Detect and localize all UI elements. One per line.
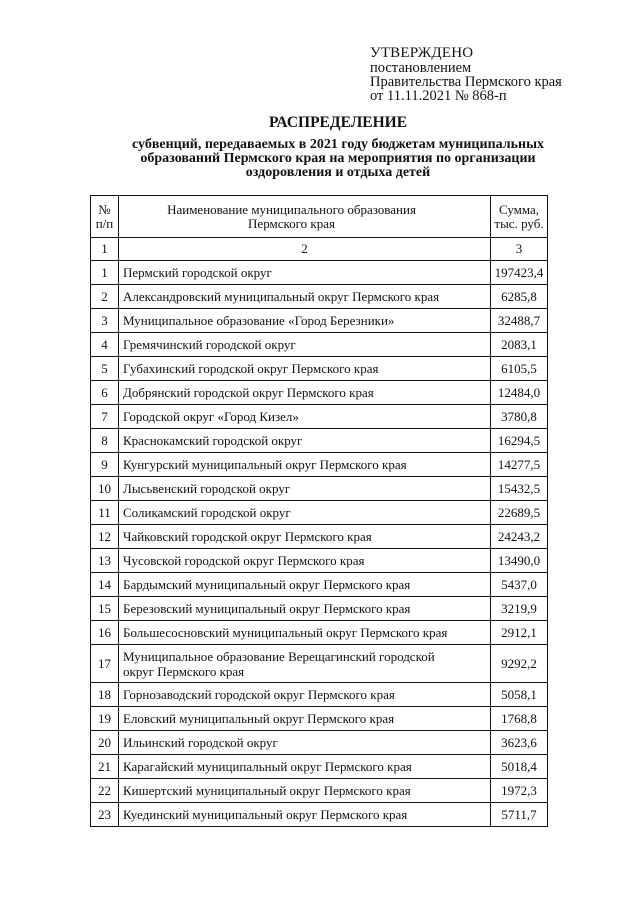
municipality-name-cell — [119, 803, 491, 827]
municipality-name-cell — [119, 573, 491, 597]
table-row — [91, 501, 548, 525]
row-number-cell — [91, 501, 119, 525]
row-number: 20 — [98, 735, 111, 750]
row-number: 14 — [98, 577, 111, 592]
municipality-name-cell — [119, 405, 491, 429]
municipality-name: Большесосновский муниципальный округ Пермского края — [123, 625, 448, 640]
subvention-amount: 5058,1 — [501, 687, 537, 702]
header-text: п/п — [95, 215, 114, 231]
row-number-cell — [91, 261, 119, 285]
subvention-amount-cell — [491, 731, 548, 755]
municipality-name-cell — [119, 453, 491, 477]
subvention-amount: 16294,5 — [497, 433, 541, 448]
municipality-name: Чусовской городской округ Пермского края — [123, 553, 365, 568]
column-index-row — [91, 238, 548, 261]
row-number: 19 — [98, 711, 111, 726]
row-number-cell — [91, 381, 119, 405]
subvention-amount-cell — [491, 429, 548, 453]
municipality-name: Муниципальное образование Верещагинский городской округ Пермского края — [123, 648, 435, 679]
row-number: 11 — [98, 505, 111, 520]
municipality-name: Александровский муниципальный округ Пермского края — [123, 289, 440, 304]
row-number-cell — [91, 477, 119, 501]
table-row — [91, 261, 548, 285]
subvention-amount-cell — [491, 357, 548, 381]
municipality-name-cell — [119, 549, 491, 573]
municipality-name-cell — [119, 357, 491, 381]
subvention-amount-cell — [491, 597, 548, 621]
subvention-amount: 3219,9 — [501, 601, 537, 616]
subvention-amount: 5018,4 — [501, 759, 537, 774]
subtitle-line: субвенций, передаваемых в 2021 году бюджетам муниципальных — [131, 137, 545, 152]
row-number-cell — [91, 333, 119, 357]
subvention-amount: 197423,4 — [494, 265, 544, 280]
approval-block — [370, 45, 562, 103]
municipality-name: Губахинский городской округ Пермского края — [123, 361, 379, 376]
row-number: 2 — [101, 289, 108, 304]
row-number: 7 — [101, 409, 108, 424]
municipality-name: Добрянский городской округ Пермского края — [123, 385, 374, 400]
subvention-amount-cell — [491, 621, 548, 645]
row-number: 13 — [98, 553, 111, 568]
row-number-cell — [91, 755, 119, 779]
subvention-amount: 3780,8 — [501, 409, 537, 424]
row-number-cell — [91, 453, 119, 477]
table-header-row — [91, 196, 548, 238]
row-number-cell — [91, 405, 119, 429]
column-index: 2 — [119, 238, 491, 261]
row-number: 15 — [98, 601, 111, 616]
row-number: 8 — [101, 433, 108, 448]
row-number-cell — [91, 357, 119, 381]
subtitle-line: оздоровления и отдыха детей — [245, 165, 431, 180]
municipality-name: Еловский муниципальный округ Пермского края — [123, 711, 395, 726]
subvention-amount-cell — [491, 683, 548, 707]
table-row — [91, 381, 548, 405]
subvention-amount-cell — [491, 381, 548, 405]
subvention-amount: 5711,7 — [501, 807, 537, 822]
municipality-name-cell — [119, 645, 491, 683]
subvention-amount-cell — [491, 707, 548, 731]
row-number: 5 — [101, 361, 108, 376]
subvention-amount: 15432,5 — [497, 481, 541, 496]
subvention-amount: 6285,8 — [501, 289, 537, 304]
subvention-amount-cell — [491, 803, 548, 827]
municipality-name-cell — [119, 707, 491, 731]
subvention-amount-cell — [491, 261, 548, 285]
municipality-name-cell — [119, 779, 491, 803]
table-row — [91, 429, 548, 453]
approval-label: УТВЕРЖДЕНО — [370, 45, 474, 61]
column-index: 1 — [91, 238, 119, 261]
municipality-name: Куединский муниципальный округ Пермского края — [123, 807, 408, 822]
municipality-name-cell — [119, 501, 491, 525]
municipality-name: Лысьвенский городской округ — [123, 481, 291, 496]
row-number-cell — [91, 429, 119, 453]
table-row — [91, 285, 548, 309]
header-text: Сумма, — [498, 201, 540, 217]
municipality-name-cell — [119, 683, 491, 707]
municipality-name: Горнозаводский городской округ Пермского края — [123, 687, 395, 702]
header-amount — [491, 196, 548, 238]
subvention-amount: 12484,0 — [497, 385, 541, 400]
municipality-name-cell — [119, 621, 491, 645]
row-number: 1 — [101, 265, 108, 280]
column-index: 3 — [491, 238, 548, 261]
row-number: 9 — [101, 457, 108, 472]
municipality-name-cell — [119, 755, 491, 779]
row-number: 3 — [101, 313, 108, 328]
subvention-amount-cell — [491, 333, 548, 357]
subvention-amount: 6105,5 — [501, 361, 537, 376]
municipality-name-cell — [119, 477, 491, 501]
header-text: Наименование муниципального образования — [167, 201, 416, 217]
subvention-amount: 2912,1 — [501, 625, 537, 640]
table-body — [91, 261, 548, 827]
subvention-amount: 14277,5 — [497, 457, 541, 472]
municipality-name: Пермский городской округ — [123, 265, 272, 280]
table-row — [91, 549, 548, 573]
table-row — [91, 309, 548, 333]
row-number-cell — [91, 549, 119, 573]
subvention-amount: 32488,7 — [497, 313, 541, 328]
municipality-name: Городской округ «Город Кизел» — [123, 409, 299, 424]
subvention-amount-cell — [491, 525, 548, 549]
municipality-name-cell — [119, 261, 491, 285]
header-municipality — [119, 196, 491, 238]
row-number: 23 — [98, 807, 111, 822]
row-number: 10 — [98, 481, 111, 496]
row-number-cell — [91, 285, 119, 309]
municipality-name: Соликамский городской округ — [123, 505, 291, 520]
table-row — [91, 453, 548, 477]
subvention-amount-cell — [491, 405, 548, 429]
row-number: 18 — [98, 687, 111, 702]
subvention-amount: 22689,5 — [497, 505, 541, 520]
row-number-cell — [91, 683, 119, 707]
table-row — [91, 779, 548, 803]
row-number: 21 — [98, 759, 111, 774]
subvention-amount-cell — [491, 645, 548, 683]
row-number-cell — [91, 621, 119, 645]
municipality-name-cell — [119, 429, 491, 453]
table-row — [91, 683, 548, 707]
approval-line: постановлением — [370, 60, 472, 76]
subvention-amount-cell — [491, 573, 548, 597]
row-number-cell — [91, 645, 119, 683]
subvention-amount-cell — [491, 285, 548, 309]
subvention-amount: 1768,8 — [501, 711, 537, 726]
table-row — [91, 573, 548, 597]
table-row — [91, 333, 548, 357]
subvention-amount: 1972,3 — [501, 783, 537, 798]
table-row — [91, 645, 548, 683]
municipality-name-cell — [119, 333, 491, 357]
subvention-amount: 3623,6 — [501, 735, 537, 750]
municipality-name: Кунгурский муниципальный округ Пермского края — [123, 457, 407, 472]
document-title: РАСПРЕДЕЛЕНИЕ — [268, 114, 408, 131]
subvention-amount-cell — [491, 755, 548, 779]
table-row — [91, 731, 548, 755]
subvention-amount-cell — [491, 549, 548, 573]
subvention-amount-cell — [491, 501, 548, 525]
municipality-name-cell — [119, 525, 491, 549]
municipality-name: Карагайский муниципальный округ Пермского края — [123, 759, 412, 774]
table-row — [91, 357, 548, 381]
row-number: 4 — [101, 337, 108, 352]
municipality-name-cell — [119, 731, 491, 755]
subvention-amount: 5437,0 — [501, 577, 537, 592]
row-number: 6 — [101, 385, 108, 400]
table-row — [91, 525, 548, 549]
subtitle-line: образований Пермского края на мероприятия по организации — [140, 151, 536, 166]
municipality-name: Муниципальное образование «Город Березники» — [123, 313, 395, 328]
municipality-name: Кишертский муниципальный округ Пермского края — [123, 783, 411, 798]
table-row — [91, 477, 548, 501]
row-number: 16 — [98, 625, 111, 640]
header-text: Пермского края — [248, 215, 335, 231]
subvention-amount-cell — [491, 309, 548, 333]
table-row — [91, 803, 548, 827]
row-number-cell — [91, 309, 119, 333]
distribution-table — [90, 195, 548, 827]
row-number-cell — [91, 573, 119, 597]
header-text: тыс. руб. — [494, 215, 544, 231]
subvention-amount: 9292,2 — [501, 656, 537, 671]
municipality-name: Краснокамский городской округ — [123, 433, 303, 448]
municipality-name-cell — [119, 381, 491, 405]
table-row — [91, 707, 548, 731]
municipality-name: Чайковский городской округ Пермского края — [123, 529, 372, 544]
municipality-name-cell — [119, 309, 491, 333]
subvention-amount: 2083,1 — [501, 337, 537, 352]
table-row — [91, 755, 548, 779]
subvention-amount-cell — [491, 453, 548, 477]
table-row — [91, 621, 548, 645]
subvention-amount: 13490,0 — [497, 553, 541, 568]
table-row — [91, 405, 548, 429]
row-number-cell — [91, 597, 119, 621]
municipality-name: Ильинский городской округ — [123, 735, 278, 750]
row-number-cell — [91, 779, 119, 803]
municipality-name: Березовский муниципальный округ Пермского края — [123, 601, 411, 616]
row-number-cell — [91, 731, 119, 755]
row-number-cell — [91, 803, 119, 827]
row-number-cell — [91, 707, 119, 731]
municipality-name-cell — [119, 285, 491, 309]
municipality-name: Гремячинский городской округ — [123, 337, 296, 352]
header-text: № — [98, 201, 111, 217]
approval-line: Правительства Пермского края — [370, 74, 562, 90]
municipality-name: Бардымский муниципальный округ Пермского края — [123, 577, 411, 592]
subvention-amount-cell — [491, 477, 548, 501]
row-number: 22 — [98, 783, 111, 798]
row-number: 12 — [98, 529, 111, 544]
row-number: 17 — [98, 656, 111, 671]
header-number — [91, 196, 119, 238]
subvention-amount-cell — [491, 779, 548, 803]
municipality-name-cell — [119, 597, 491, 621]
table-row — [91, 597, 548, 621]
row-number-cell — [91, 525, 119, 549]
approval-date-number: от 11.11.2021 № 868-п — [370, 88, 507, 104]
document-subtitle — [40, 138, 636, 180]
subvention-amount: 24243,2 — [497, 529, 541, 544]
